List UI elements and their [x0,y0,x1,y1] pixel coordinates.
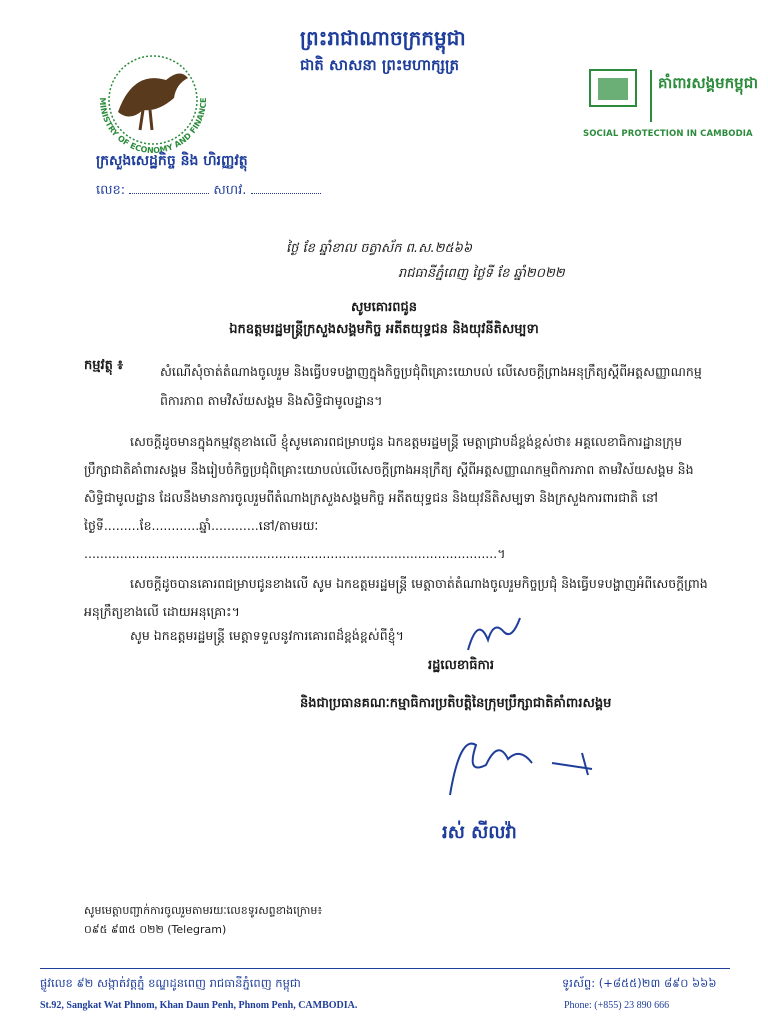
body-paragraph-3: សូម ឯកឧត្តមរដ្ឋមន្ត្រី មេត្តាទទួលនូវការគោរពដ៏ខ្ពង់ខ្ពស់ពីខ្ញុំ។ [130,628,404,643]
footer-divider [40,968,730,969]
salutation: សូមគោរពជូន [350,300,417,315]
contact-phone: ០៩៥ ៩៣៥ ០២២ (Telegram) [84,923,227,936]
main-signature [442,725,602,800]
seal-text: MINISTRY OF ECONOMY AND FINANCE [97,97,209,156]
recipient: ឯកឧត្តមរដ្ឋមន្ត្រីក្រសួងសង្គមកិច្ច អតីតយុទ្ធជន និងយុវនីតិសម្បទា [229,322,539,337]
body-paragraph-2: សេចក្តីដូចបានគោរពជម្រាបជូនខាងលើ សូម ឯកឧត្តមរដ្ឋមន្ត្រី មេត្តាចាត់តំណាងចូលរួមកិច្ចប្រជុំ និងធ្វើបទបង្ហាញអំពីសេចក្តីព្រាងអនុក្រឹត្យខាងលើ ដោយអនុគ្រោះ។ [84,576,708,619]
footer-phone-kh: ទូរស័ព្ទ: (+៨៥៥)២៣ ៨៩០ ៦៦៦ [562,976,717,990]
kingdom-title: ព្រះរាជាណាចក្រកម្ពុជា [300,26,466,50]
body-paragraph-1: សេចក្តីដូចមានក្នុងកម្មវត្ថុខាងលើ ខ្ញុំសូមគោរពជម្រាបជូន ឯកឧត្តមរដ្ឋមន្ត្រី មេត្តាជ្រាបដ៏ខ្ពង់ខ្ពស់ថា៖ អគ្គលេខាធិការដ្ឋានក្រុមប្រឹក្សាជាតិគាំពារសង្គម នឹងរៀបចំកិច្ចប្រជុំពិគ្រោះយោបល់លើសេចក្តីព្រាងអនុក្រឹត្យ ស្តីពីអត្តសញ្ញាណកម្មពិការភាព តាមវិស័យសង្គម និងសិទ្ធិជាមូលដ្ឋាន ដែលនឹងមានការចូលរួមពីតំណាងក្រសួងសង្គមកិច្ច អតីតយុទ្ធជន និងយុវនីតិសម្បទា និងក្រសួងការពារជាតិ នៅថ្ងៃទី.........ខែ............ឆ្នាំ............នៅ/តាមរយៈ ........................................................................................................។ [84,434,694,561]
subject-label: កម្មវត្ថុ ៖ [84,358,124,373]
ministry-name-kh: ក្រសួងសេដ្ឋកិច្ច និង ហិរញ្ញវត្ថុ [96,153,248,169]
ministry-seal-logo [88,40,218,160]
ref-mid: សហវ. [213,183,247,198]
reference-number [96,182,321,201]
national-motto: ជាតិ សាសនា ព្រះមហាក្សត្រ [300,56,459,74]
solar-date: រាជធានីភ្នំពេញ ថ្ងៃទី ខែ ឆ្នាំ២០២២ [398,266,565,281]
ref-label: លេខ: [96,183,126,198]
footer-address-en: St.92, Sangkat Wat Phnom, Khan Daun Penh, Phnom Penh, CAMBODIA. [40,1000,358,1011]
footer-address-kh: ផ្លូវលេខ ៩២ សង្កាត់វត្តភ្នំ ខណ្ឌដូនពេញ រាជធានីភ្នំពេញ កម្ពុជា [40,976,301,990]
lunar-date: ថ្ងៃ ខែ ឆ្នាំខាល ចត្វាស័ក ព.ស.២៥៦៦ [286,241,473,256]
signer-title: រដ្ឋលេខាធិការ [428,658,495,673]
subject-text: សំណើសុំចាត់តំណាងចូលរួម និងធ្វើបទបង្ហាញក្នុងកិច្ចប្រជុំពិគ្រោះយោបល់ លើសេចក្តីព្រាងអនុក្រឹត្យស្តីពីអត្តសញ្ញាណកម្មពិការភាព តាមវិស័យសង្គម និងសិទ្ធិជាមូលដ្ឋាន។ [160,364,702,408]
contact-note: សូមមេត្តាបញ្ជាក់ការចូលរួមតាមរយៈលេខទូរសព្ទខាងក្រោម៖ [84,904,323,917]
initial-signature [458,610,528,660]
footer-phone-en: Phone: (+855) 23 890 666 [564,1000,670,1011]
sp-logo-text: គាំពារសង្គមកម្ពុជា [658,74,758,92]
sp-caption: SOCIAL PROTECTION IN CAMBODIA [583,129,753,139]
signer-role: និងជាប្រធានគណៈកម្មាធិការប្រតិបត្តិនៃក្រុមប្រឹក្សាជាតិគាំពារសង្គម [300,696,612,711]
signer-name: រស់ សីលវ៉ា [442,822,517,843]
